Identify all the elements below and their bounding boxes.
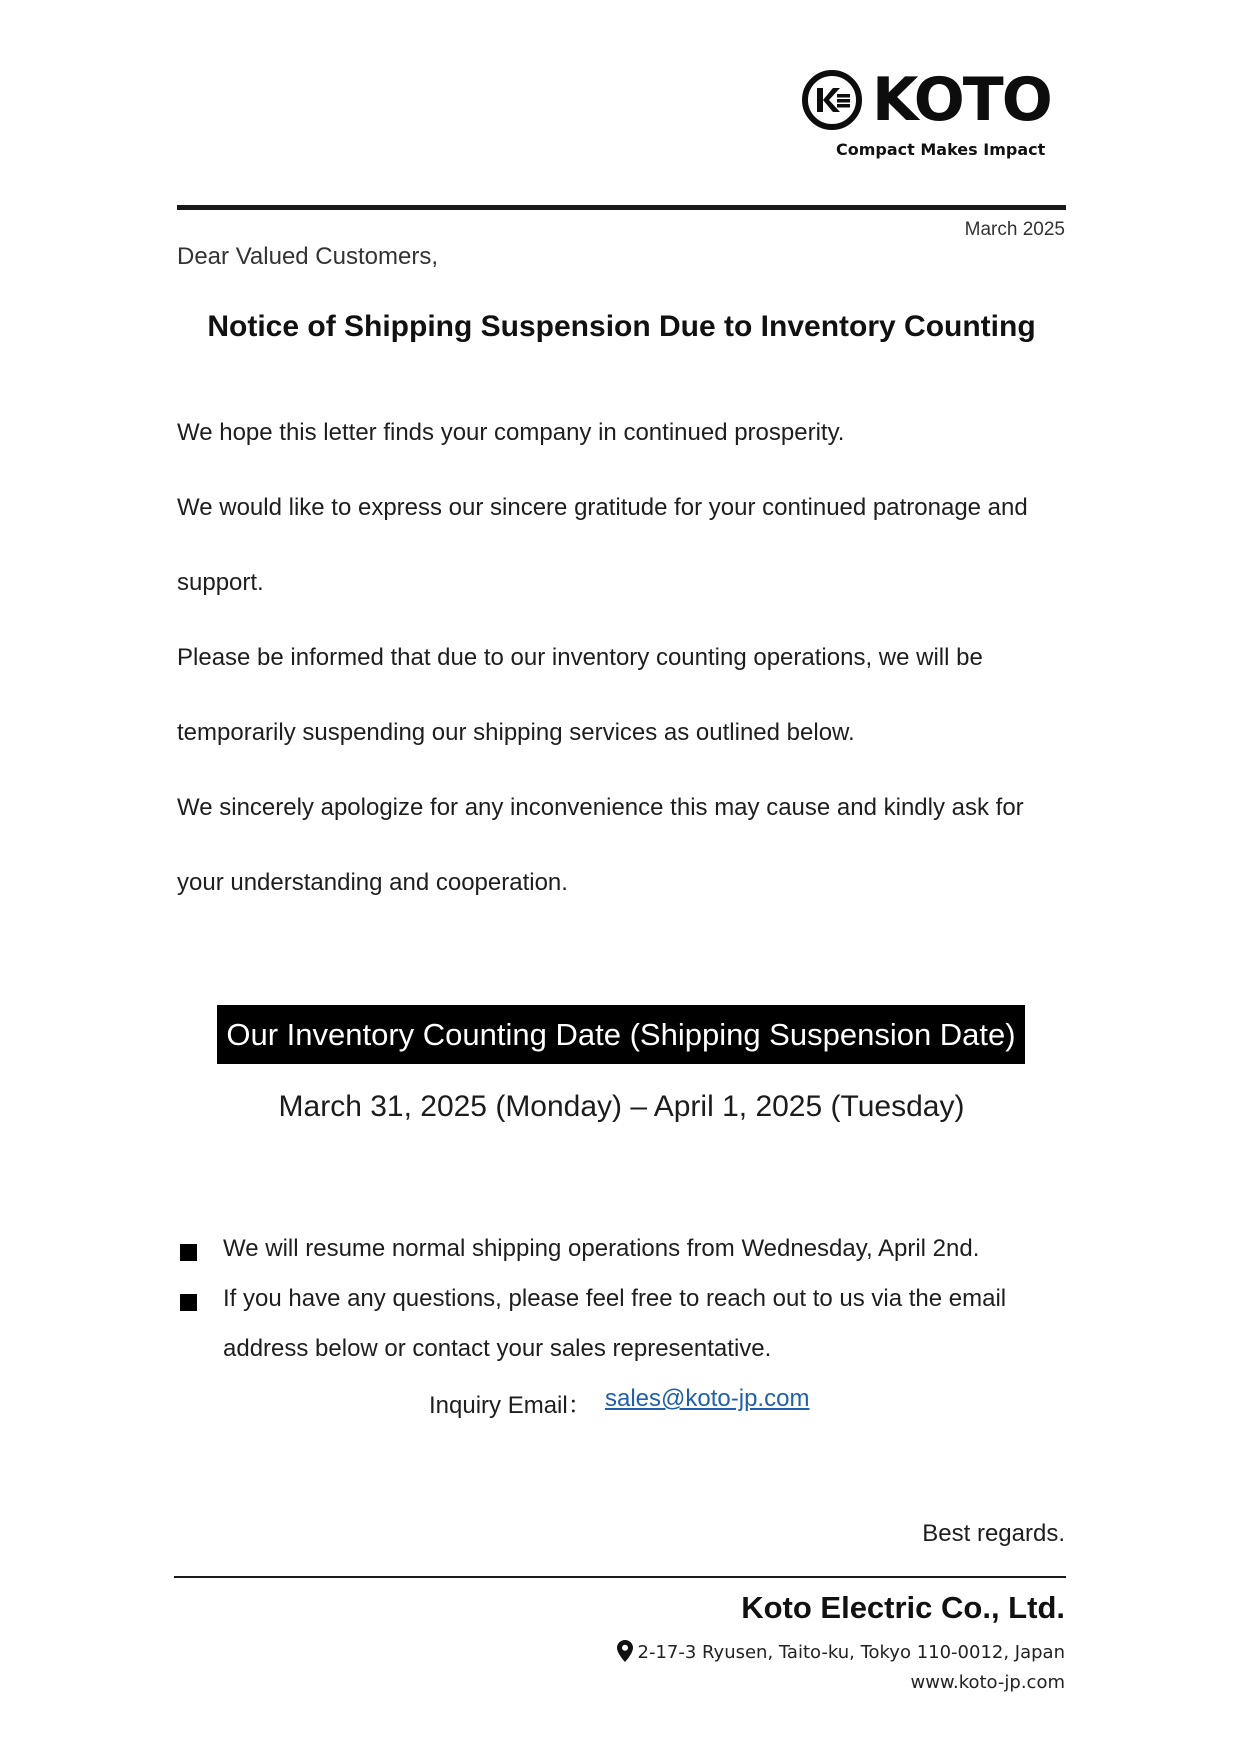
salutation: Dear Valued Customers, <box>177 243 438 270</box>
footer-divider <box>174 1576 1066 1578</box>
body-line: Please be informed that due to our inventory counting operations, we will be <box>177 644 983 671</box>
body-line: temporarily suspending our shipping services as outlined below. <box>177 719 855 746</box>
map-pin-icon <box>617 1640 633 1662</box>
square-bullet-icon <box>180 1244 197 1261</box>
body-line: support. <box>177 569 264 596</box>
company-address: 2-17-3 Ryusen, Taito-ku, Tokyo 110-0012, Japan <box>637 1642 1065 1663</box>
body-line: We hope this letter finds your company in continued prosperity. <box>177 419 845 446</box>
suspension-period: March 31, 2025 (Monday) – April 1, 2025 (Tuesday) <box>278 1090 965 1123</box>
note-questions-line1: If you have any questions, please feel free to reach out to us via the email <box>223 1285 1007 1312</box>
logo-tagline: Compact Makes Impact <box>836 140 1046 159</box>
company-website: www.koto-jp.com <box>910 1672 1065 1693</box>
inquiry-email-label: Inquiry Email： <box>429 1392 592 1419</box>
company-logo <box>800 65 1066 164</box>
letter-date: March 2025 <box>964 219 1065 240</box>
inquiry-email-link[interactable]: sales@koto-jp.com <box>605 1385 810 1412</box>
body-line: We sincerely apologize for any inconvenience this may cause and kindly ask for <box>177 794 1024 821</box>
square-bullet-icon <box>180 1294 197 1311</box>
logo-wordmark: KOTO <box>872 65 1051 135</box>
koto-logo-mark-icon <box>800 68 864 132</box>
notice-title: Notice of Shipping Suspension Due to Inventory Counting <box>207 310 1036 343</box>
body-line: We would like to express our sincere gratitude for your continued patronage and <box>177 494 1028 521</box>
note-questions-line2: address below or contact your sales representative. <box>223 1335 772 1362</box>
body-line: your understanding and cooperation. <box>177 869 568 896</box>
company-name: Koto Electric Co., Ltd. <box>741 1590 1065 1625</box>
suspension-date-banner: Our Inventory Counting Date (Shipping Suspension Date) <box>217 1005 1025 1064</box>
note-resume-shipping: We will resume normal shipping operations from Wednesday, April 2nd. <box>223 1235 980 1262</box>
header-divider <box>177 205 1066 210</box>
closing: Best regards. <box>922 1520 1065 1547</box>
